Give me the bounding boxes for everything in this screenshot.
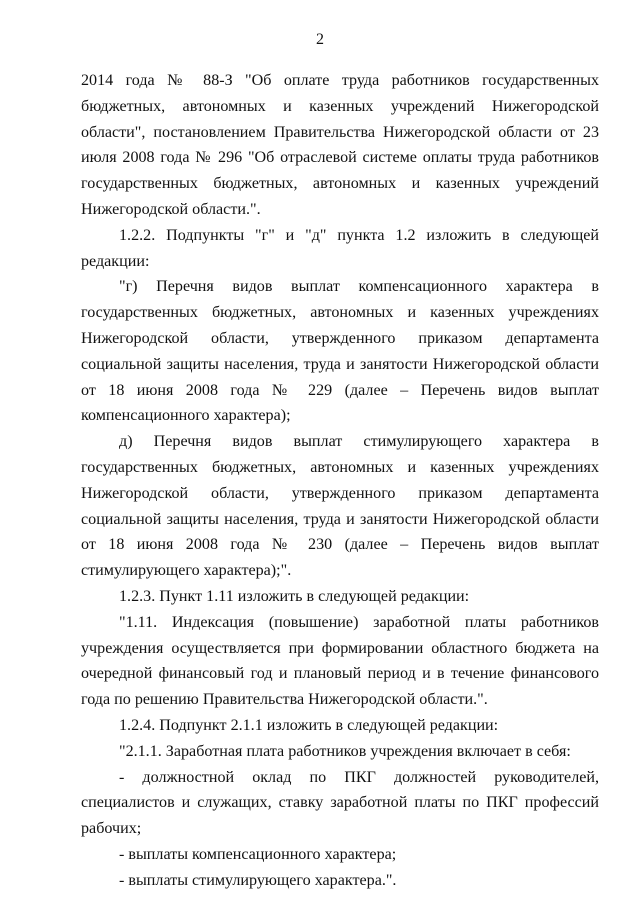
paragraph-2-1-1: "2.1.1. Заработная плата работников учреждения включает в себя: [119,742,571,760]
paragraph-1-2-2: 1.2.2. Подпункты "г" и "д" пункта 1.2 изложить в следующей редакции: [81,226,599,270]
paragraph-law-reference-continuation: 2014 года № 88-З "Об оплате труда работников государственных бюджетных, автономных и казенных учреждений Нижегородской области", постановлением Правительства Нижегородской области от 23 июля 2008 года № 296 "Об отраслевой системе оплаты труда работников государственных бюджетных, автономных и казенных учреждений Нижегородской области.". [81,72,599,218]
paragraph-1-11-indexation: "1.11. Индексация (повышение) заработной платы работников учреждения осуществляется при формировании областного бюджета на очередной финансовый год и плановый период и в течение финансового года по решению Правительства Нижегородской области.". [81,613,599,709]
paragraph-1-2-4: 1.2.4. Подпункт 2.1.1 изложить в следующей редакции: [119,716,499,734]
page-number: 2 [316,31,324,48]
list-item-incentive-payments: - выплаты стимулирующего характера.". [119,871,397,889]
paragraph-subitem-g: "г) Перечня видов выплат компенсационного характера в государственных бюджетных, автономных и казенных учреждениях Нижегородской области, утвержденного приказом департамента социальной защиты населения, труда и занятости Нижегородской области от 18 июня 2008 года № 229 (далее – Перечень видов выплат компенсационного характера); [81,278,599,425]
paragraph-1-2-3: 1.2.3. Пункт 1.11 изложить в следующей редакции: [119,587,470,605]
document-body [81,68,599,894]
paragraph-subitem-d: д) Перечня видов выплат стимулирующего характера в государственных бюджетных, автономных и казенных учреждениях Нижегородской области, утвержденного приказом департамента социальной защиты населения, труда и занятости Нижегородской области от 18 июня 2008 года № 230 (далее – Перечень видов выплат стимулирующего характера);". [81,433,599,580]
list-item-salary-rate: - должностной оклад по ПКГ должностей руководителей, специалистов и служащих, ставку заработной платы по ПКГ профессий рабочих; [81,768,599,838]
list-item-compensation-payments: - выплаты компенсационного характера; [119,845,397,863]
